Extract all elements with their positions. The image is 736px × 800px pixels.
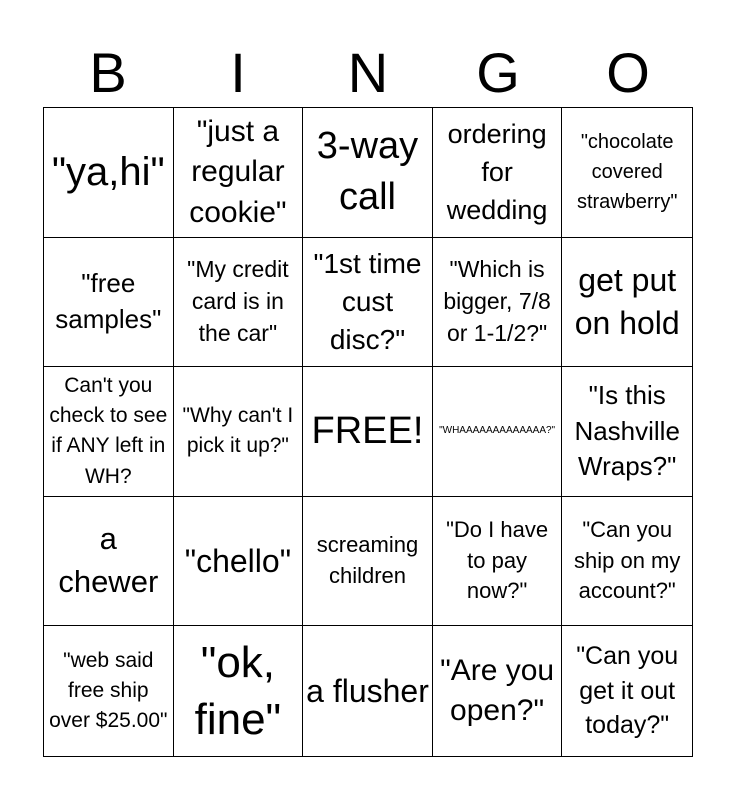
bingo-cell-r5c2[interactable] xyxy=(174,626,304,756)
cell-text: "just a regular cookie" xyxy=(189,114,287,229)
bingo-cell-r5c4[interactable] xyxy=(433,626,563,756)
cell-text: a chewer xyxy=(58,521,159,600)
bingo-cell-r1c3[interactable] xyxy=(303,108,433,238)
bingo-cell-r2c2[interactable] xyxy=(174,238,304,368)
cell-text: "WHAAAAAAAAAAAAA?" xyxy=(439,425,556,437)
bingo-card xyxy=(43,107,693,757)
header-letter-b: B xyxy=(89,41,127,104)
cell-text: ordering for wedding xyxy=(446,118,548,226)
bingo-cell-r3c3[interactable] xyxy=(303,367,433,497)
bingo-cell-r5c5[interactable] xyxy=(562,626,692,756)
bingo-cell-r1c4[interactable] xyxy=(433,108,563,238)
cell-text: a flusher xyxy=(306,672,429,709)
bingo-cell-r4c3[interactable] xyxy=(303,497,433,627)
cell-text: "Can you ship on my account?" xyxy=(574,516,681,604)
cell-text: "Why can't I pick it up?" xyxy=(182,404,294,458)
bingo-cell-r3c4[interactable] xyxy=(433,367,563,497)
bingo-cell-r2c5[interactable] xyxy=(562,238,692,368)
bingo-cell-r2c3[interactable] xyxy=(303,238,433,368)
bingo-cell-r2c4[interactable] xyxy=(433,238,563,368)
bingo-cell-r1c5[interactable] xyxy=(562,108,692,238)
cell-text: screaming children xyxy=(316,532,419,589)
header-letter-n: N xyxy=(347,41,389,104)
bingo-cell-r3c2[interactable] xyxy=(174,367,304,497)
bingo-cell-r4c1[interactable] xyxy=(44,497,174,627)
cell-text: "1st time cust disc?" xyxy=(313,248,422,355)
bingo-cell-r1c2[interactable] xyxy=(174,108,304,238)
bingo-cell-r3c5[interactable] xyxy=(562,367,692,497)
cell-text: Can't you check to see if ANY left in WH? xyxy=(49,373,168,488)
bingo-cell-r1c1[interactable] xyxy=(44,108,174,238)
cell-text: "Do I have to pay now?" xyxy=(446,516,549,604)
cell-text: "Are you open?" xyxy=(440,653,555,728)
cell-text: "Which is bigger, 7/8 or 1-1/2?" xyxy=(443,256,551,346)
bingo-cell-r5c1[interactable] xyxy=(44,626,174,756)
cell-text: get put on hold xyxy=(574,261,680,341)
cell-text: 3-way call xyxy=(316,125,419,219)
bingo-cell-r3c1[interactable] xyxy=(44,367,174,497)
cell-text: FREE! xyxy=(311,409,424,452)
cell-text: "ok, fine" xyxy=(194,638,282,745)
header-letter-g: G xyxy=(476,41,520,104)
header-letter-i: I xyxy=(230,41,246,104)
bingo-cell-r2c1[interactable] xyxy=(44,238,174,368)
cell-text: "My credit card is in the car" xyxy=(187,256,289,346)
bingo-cell-r4c2[interactable] xyxy=(174,497,304,627)
cell-text: "Can you get it out today?" xyxy=(576,642,679,740)
cell-text: "chocolate covered strawberry" xyxy=(576,131,678,214)
bingo-cell-r4c4[interactable] xyxy=(433,497,563,627)
bingo-cell-r5c3[interactable] xyxy=(303,626,433,756)
bingo-cell-r4c5[interactable] xyxy=(562,497,692,627)
cell-text: "free samples" xyxy=(55,268,162,334)
header-letter-o: O xyxy=(606,41,650,104)
bingo-header xyxy=(43,40,693,106)
cell-text: "chello" xyxy=(184,542,292,579)
cell-text: "ya,hi" xyxy=(51,150,165,195)
cell-text: "Is this Nashville Wraps?" xyxy=(574,379,680,482)
cell-text: "web said free ship over $25.00" xyxy=(49,648,168,733)
